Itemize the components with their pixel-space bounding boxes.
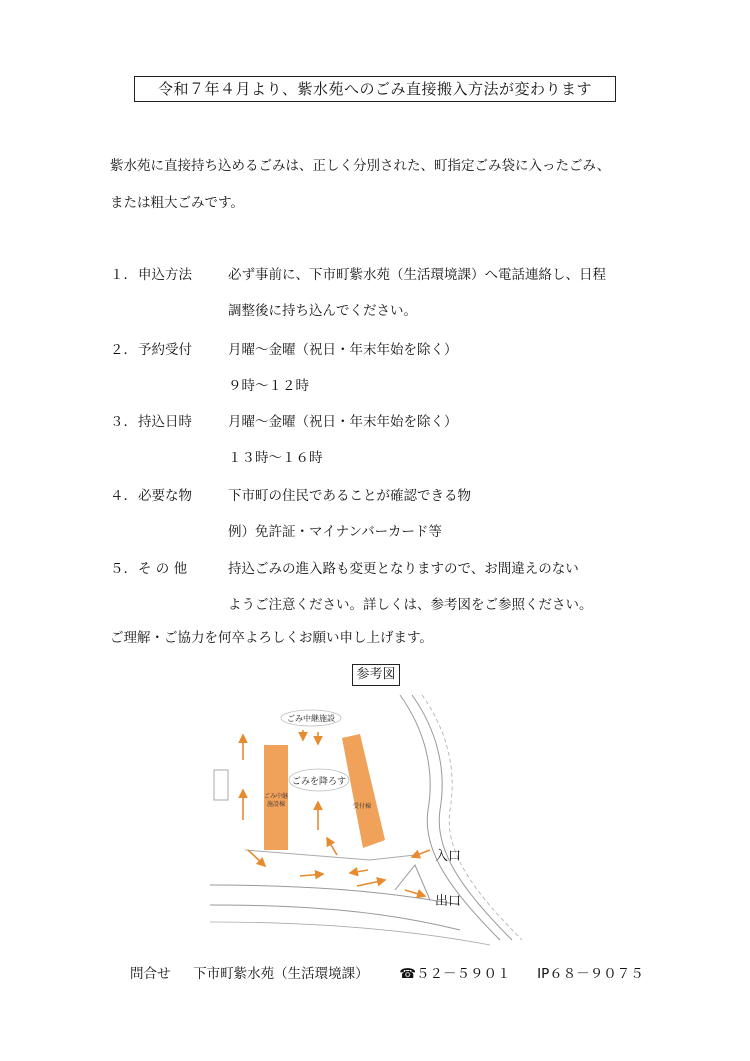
item-label: 申込方法	[138, 267, 192, 283]
item-text-line-2: ようご注意ください。詳しくは、参考図をご参照ください。	[228, 597, 593, 613]
item-text-line-2: ９時～１２時	[228, 378, 309, 394]
intro-line-2: または粗大ごみです。	[110, 195, 244, 211]
item-text-line-2: １３時～１６時	[228, 450, 323, 466]
arrow-right-bottom	[300, 874, 323, 876]
arrow-left-bottom	[350, 870, 368, 873]
item-text-line-2: 調整後に持ち込んでください。	[228, 303, 417, 319]
figure-label: 参考図	[352, 664, 400, 686]
item-text-line-1: 下市町の住民であることが確認できる物	[228, 488, 471, 504]
item-text-line-1: 必ず事前に、下市町紫水苑（生活環境課）へ電話連絡し、日程	[228, 267, 606, 283]
building-left-label-1: ごみ中継	[263, 793, 289, 800]
contact-office: 下市町紫水苑（生活環境課）	[193, 966, 369, 982]
small-structure	[214, 770, 228, 800]
exit-label: 出口	[435, 894, 462, 909]
arrow-entrance	[412, 850, 430, 857]
contact-footer	[130, 962, 644, 982]
arrow-exit	[405, 890, 425, 896]
arrow-up-diag	[327, 838, 337, 855]
item-label: そ の 他	[138, 561, 188, 577]
item-number: １．	[110, 267, 137, 283]
item-text-line-2: 例）免許証・マイナンバーカード等	[228, 524, 442, 540]
building-right-label: 受付棟	[352, 803, 372, 810]
item-text-line-1: 月曜～金曜（祝日・年末年始を除く）	[228, 414, 458, 430]
site-boundary	[245, 850, 415, 860]
entrance-label: 入口	[435, 849, 462, 864]
closing-text: ご理解・ご協力を何卒よろしくお願い申し上げます。	[110, 630, 433, 646]
unload-label: ごみを降ろす	[291, 777, 347, 787]
contact-label: 問合せ	[130, 966, 171, 982]
reference-map	[200, 690, 530, 950]
arrow-right-bottom-2	[357, 880, 385, 886]
page-title: 令和７年４月より、紫水苑へのごみ直接搬入方法が変わります	[134, 76, 616, 102]
bottom-road-edge-3	[210, 922, 490, 945]
building-left-label-2: 施設棟	[266, 801, 286, 808]
relay-facility-label: ごみ中継施設	[287, 714, 335, 723]
item-label: 予約受付	[138, 342, 192, 358]
item-label: 必要な物	[138, 488, 192, 504]
item-text-line-1: 月曜～金曜（祝日・年末年始を除く）	[228, 342, 458, 358]
gate-lines	[395, 865, 430, 900]
contact-phone: ☎５２－５９０１	[399, 966, 511, 982]
intro-line-1: 紫水苑に直接持ち込めるごみは、正しく分別された、町指定ごみ袋に入ったごみ、	[110, 158, 611, 174]
item-text-line-1: 持込ごみの進入路も変更となりますので、お間違えのない	[228, 561, 579, 577]
intro-paragraph	[110, 148, 650, 222]
item-label: 持込日時	[138, 414, 192, 430]
item-number: ４．	[110, 488, 137, 504]
item-number: ５．	[110, 561, 137, 577]
item-number: ３．	[110, 414, 137, 430]
contact-ip-phone: IP６８－９０７５	[537, 966, 644, 982]
arrow-down-diag	[248, 850, 265, 866]
reception-building	[342, 734, 385, 848]
item-number: ２．	[110, 342, 137, 358]
